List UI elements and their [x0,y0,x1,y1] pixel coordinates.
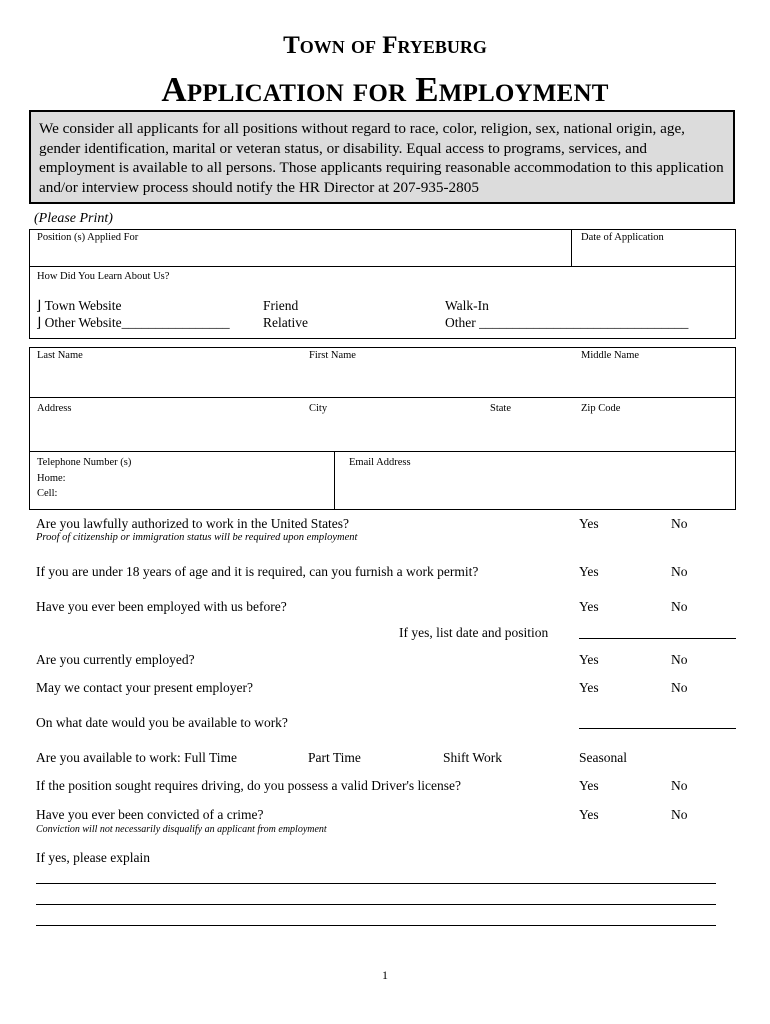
city-field[interactable] [306,416,484,448]
friend-option[interactable] [263,298,298,314]
option-label: Part Time [308,750,361,765]
available-date-field[interactable] [579,728,736,729]
divider [571,229,572,267]
option-label: Other _______________________________ [445,315,689,330]
option-label: Other Website________________ [44,315,230,330]
if-yes-explain-label: If yes, please explain [36,850,150,865]
state-label: State [490,403,511,414]
divider [334,451,335,510]
zip-code-field[interactable] [578,416,732,448]
no-label: No [671,778,688,793]
town-title: Town of Fryeburg [283,32,487,59]
available-date-question: On what date would you be available to work? [36,715,288,730]
currently-employed-yes[interactable] [579,652,599,668]
shift-work-option[interactable] [443,750,502,766]
authorized-question: Are you lawfully authorized to work in the United States? [36,516,350,531]
middle-name-field[interactable] [578,363,732,393]
date-of-application-label: Date of Application [581,232,664,243]
page-number: 1 [382,968,388,982]
authorized-yes[interactable] [579,516,599,532]
divider [29,266,736,267]
city-label: City [309,403,328,414]
drivers-license-no[interactable] [671,778,688,794]
other-option[interactable] [445,315,688,331]
home-phone-label: Home: [37,473,66,484]
bracket-icon: ⌋ [36,315,42,330]
other-website-option[interactable] [36,315,230,331]
under18-question: If you are under 18 years of age and it is required, can you furnish a work permit? [36,564,479,579]
contact-employer-no[interactable] [671,680,688,696]
option-label: Town Website [44,298,122,313]
convicted-question: Have you ever been convicted of a crime? [36,807,264,822]
first-name-field[interactable] [306,363,574,393]
divider [29,451,736,452]
currently-employed-no[interactable] [671,652,688,668]
date-of-application-field[interactable] [576,244,732,264]
employed-before-no[interactable] [671,599,688,615]
yes-label: Yes [579,778,599,793]
no-label: No [671,516,688,531]
first-name-label: First Name [309,350,356,361]
no-label: No [671,599,688,614]
address-field[interactable] [34,416,302,448]
yes-label: Yes [579,564,599,579]
option-label: Relative [263,315,308,330]
contact-employer-yes[interactable] [579,680,599,696]
if-yes-list-field[interactable] [579,638,736,639]
equal-opportunity-notice: We consider all applicants for all positions without regard to race, color, religion, sex, national origin, age, gender identification, marital or veteran status, or disability. Equal access to programs, services, and employment is available to all persons. Those applicants requiring reasonable accommodation to this application and/or interview process should notify the HR Director at 207-935-2805 [29,110,735,204]
yes-label: Yes [579,652,599,667]
relative-option[interactable] [263,315,308,331]
state-field[interactable] [487,416,573,448]
last-name-field[interactable] [34,363,302,393]
part-time-option[interactable] [308,750,361,766]
middle-name-label: Middle Name [581,350,640,361]
telephone-label: Telephone Number (s) [37,457,132,468]
available-to-work-question [36,750,237,766]
position-field[interactable] [34,244,566,264]
email-label: Email Address [349,457,411,468]
no-label: No [671,652,688,667]
address-label: Address [37,403,72,414]
drivers-license-yes[interactable] [579,778,599,794]
seasonal-option[interactable] [579,750,627,766]
yes-label: Yes [579,516,599,531]
please-print-label: (Please Print) [34,211,113,226]
how-learn-label: How Did You Learn About Us? [37,271,170,282]
explain-line-3[interactable] [36,925,716,926]
option-label: Walk-In [445,298,489,313]
explain-line-1[interactable] [36,883,716,884]
yes-label: Yes [579,807,599,822]
employed-before-question: Have you ever been employed with us before? [36,599,287,614]
last-name-label: Last Name [37,350,83,361]
divider [29,397,736,398]
authorized-note: Proof of citizenship or immigration status will be required upon employment [36,532,358,543]
employed-before-yes[interactable] [579,599,599,615]
drivers-license-question: If the position sought requires driving, do you possess a valid Driver's license? [36,778,461,793]
no-label: No [671,807,688,822]
convicted-no[interactable] [671,807,688,823]
under18-yes[interactable] [579,564,599,580]
page-title: Application for Employment [161,70,609,109]
town-website-option[interactable] [36,298,122,314]
explain-line-2[interactable] [36,904,716,905]
under18-no[interactable] [671,564,688,580]
convicted-yes[interactable] [579,807,599,823]
if-yes-list-label: If yes, list date and position [399,625,549,640]
option-label: Shift Work [443,750,503,765]
walk-in-option[interactable] [445,298,489,314]
zip-code-label: Zip Code [581,403,621,414]
home-phone-field[interactable] [70,471,328,485]
cell-phone-field[interactable] [70,486,328,500]
option-label: Seasonal [579,750,627,765]
no-label: No [671,680,688,695]
full-time-option[interactable] [184,750,237,765]
contact-employer-question: May we contact your present employer? [36,680,254,695]
convicted-note: Conviction will not necessarily disqualify an applicant from employment [36,824,327,835]
currently-employed-question: Are you currently employed? [36,652,195,667]
option-label: Full Time [184,750,237,765]
option-label: Friend [263,298,299,313]
available-to-work-label: Are you available to work: [36,750,181,765]
no-label: No [671,564,688,579]
bracket-icon: ⌋ [36,298,42,313]
yes-label: Yes [579,680,599,695]
cell-phone-label: Cell: [37,488,58,499]
position-label: Position (s) Applied For [37,232,139,243]
email-field[interactable] [340,470,732,504]
authorized-no[interactable] [671,516,688,532]
yes-label: Yes [579,599,599,614]
